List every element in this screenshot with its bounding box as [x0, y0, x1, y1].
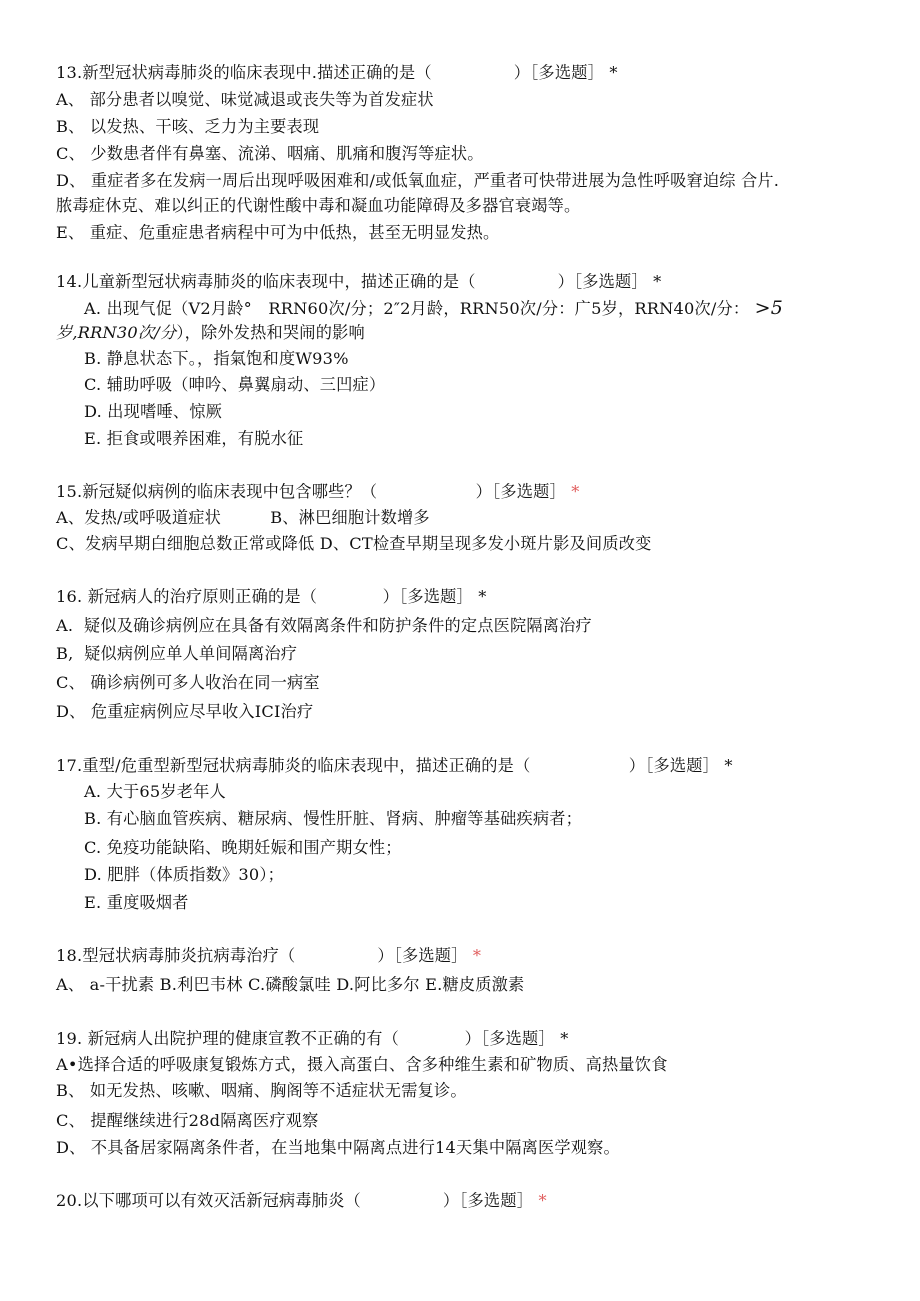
q18-options: A、 a-干扰素 B.利巴韦林 C.磷酸氯哇 D.阿比多尔 E.糖皮质激素	[56, 975, 525, 994]
q14-cont-text: ），除外发热和哭闹的影响	[176, 323, 365, 342]
q15-options-ab: A、发热/或呼吸道症状 B、淋巴细胞计数增多	[56, 508, 430, 527]
question-20-title: 20.以下哪项可以有效灭活新冠病毒肺炎（ ）［多选题］ *	[56, 1191, 547, 1210]
question-18-title: 18.型冠状病毒肺炎抗病毒治疗（ ）［多选题］ *	[56, 946, 482, 965]
q17-option-e: E. 重度吸烟者	[84, 893, 189, 912]
q14-option-a-cont	[56, 322, 365, 344]
q17-option-a: A. 大于65岁老年人	[84, 782, 226, 801]
q14-option-a: A. 出现气促（V2月龄° RRN60次/分；2″2月龄，RRN50次/分：广5岁，RRN40次/分： >5	[84, 297, 784, 319]
q17-option-d: D. 肥胖（体质指数》30）；	[84, 865, 285, 884]
q14-italic-head: 岁,RRN30次/分	[56, 323, 177, 342]
question-17-title: 17.重型/危重型新型冠状病毒肺炎的临床表现中，描述正确的是（ ）［多选题］ *	[56, 756, 733, 775]
q16-option-d: D、 危重症病例应尽早收入ICI治疗	[56, 702, 314, 721]
q14-option-b: B. 静息状态下。，指氣饱和度W93%	[84, 349, 349, 368]
q16-option-a: A. 疑似及确诊病例应在具备有效隔离条件和防护条件的定点医院隔离治疗	[56, 616, 592, 635]
question-14-title: 14.儿童新型冠状病毒肺炎的临床表现中，描述正确的是（ ）［多选题］ *	[56, 272, 662, 291]
q13-option-d-cont: 脓毒症休克、难以纠正的代谢性酸中毒和凝血功能障碍及多器官衰竭等。	[56, 196, 581, 215]
q19-option-a: A•选择合适的呼吸康复锻炼方式，摄入高蛋白、含多种维生素和矿物质、高热量饮食	[56, 1055, 668, 1074]
q17-option-c: C. 免疫功能缺陷、晚期妊娠和围产期女性；	[84, 838, 402, 857]
q19-option-c: C、 提醒继续进行28d隔离医疗观察	[56, 1111, 319, 1130]
question-19-title: 19. 新冠病人出院护理的健康宣教不正确的有（ ）［多选题］ *	[56, 1029, 569, 1048]
q13-option-b: B、 以发热、干咳、乏力为主要表现	[56, 117, 320, 136]
q16-option-b: B, 疑似病例应单人单间隔离治疗	[56, 644, 298, 663]
q16-option-c: C、 确诊病例可多人收治在同一病室	[56, 673, 320, 692]
q19-option-d: D、 不具备居家隔离条件者，在当地集中隔离点进行14天集中隔离医学观察。	[56, 1138, 620, 1157]
q14-option-d: D. 出现嗜唾、惊厥	[84, 402, 223, 421]
q19-option-b: B、 如无发热、咳嗽、咽痛、胸阁等不适症状无需复诊。	[56, 1081, 467, 1100]
q13-option-e: E、 重症、危重症患者病程中可为中低热，甚至无明显发热。	[56, 223, 500, 242]
q13-option-d: D、 重症者多在发病一周后出现呼吸困难和/或低氧血症，严重者可快带进展为急性呼吸窘迫综 合片.	[56, 171, 780, 190]
q14-option-c: C. 辅助呼吸（呻吟、鼻翼扇动、三凹症）	[84, 375, 386, 394]
question-15-title: 15.新冠疑似病例的临床表现中包含哪些？（ ）［多选题］ *	[56, 482, 580, 501]
q14-option-e: E. 拒食或喂养困难，有脱水征	[84, 429, 304, 448]
q17-option-b: B. 有心脑血管疾病、糖尿病、慢性肝脏、肾病、肿瘤等基础疾病者；	[84, 809, 583, 828]
q15-options-cd: C、发病早期白细胞总数正常或降低 D、CT检查早期呈现多发小斑片影及间质改变	[56, 534, 652, 553]
question-13-title: 13.新型冠状病毒肺炎的临床表现中.描述正确的是（ ）［多选题］ *	[56, 63, 618, 82]
q13-option-c: C、 少数患者伴有鼻塞、流涕、咽痛、肌痛和腹泻等症状。	[56, 144, 484, 163]
question-16-title: 16. 新冠病人的治疗原则正确的是（ ）［多选题］ *	[56, 587, 487, 606]
q13-option-a: A、 部分患者以嗅觉、味觉减退或丧失等为首发症状	[56, 90, 434, 109]
